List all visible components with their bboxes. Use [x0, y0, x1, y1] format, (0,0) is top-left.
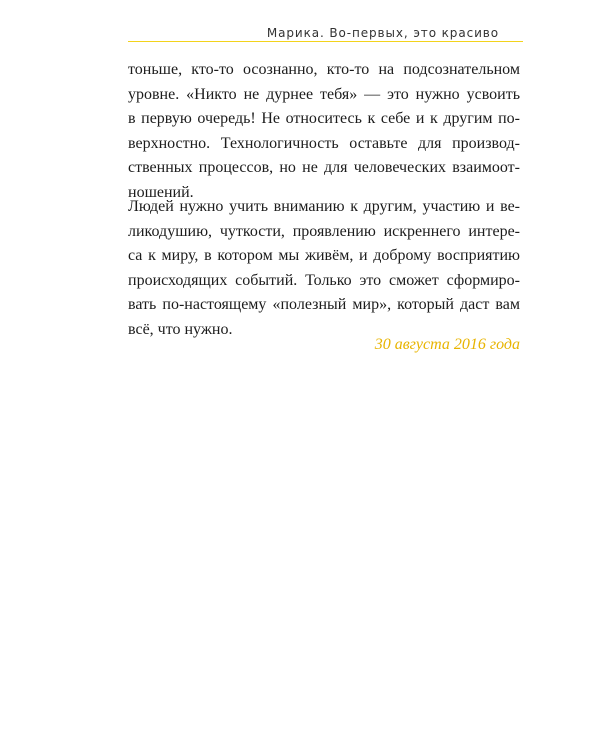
paragraph-1	[128, 58, 520, 205]
text-line: Людей нужно учить вниманию к другим, участию и ве-	[128, 198, 520, 215]
text-line: ственных процессов, но не для человеческих взаимоот-	[128, 159, 520, 176]
text-line: тоньше, кто-то осознанно, кто-то на подсознательном	[128, 61, 520, 78]
text-line: происходящих событий. Только это сможет сформиро-	[128, 271, 520, 289]
text-line: ликодушию, чуткости, проявлению искреннего интере-	[128, 222, 520, 240]
text-line: в первую очередь! Не относитесь к себе и к другим по-	[128, 110, 520, 127]
text-line: са к миру, в котором мы живём, и доброму восприятию	[128, 247, 520, 264]
text-line: всё, что нужно.	[128, 320, 233, 338]
header-rule	[128, 41, 523, 42]
text-line: уровне. «Никто не дурнее тебя» — это нужно усвоить	[128, 85, 520, 103]
text-line: вать по-настоящему «полезный мир», который даст вам	[128, 296, 520, 313]
text-line: ношений.	[128, 183, 194, 201]
text-line: верхностно. Технологичность оставьте для производ-	[128, 134, 520, 152]
date-signature: 30 августа 2016 года	[374, 336, 520, 353]
paragraph-2	[128, 195, 520, 342]
running-header: Марика. Во-первых, это красиво	[266, 26, 499, 40]
